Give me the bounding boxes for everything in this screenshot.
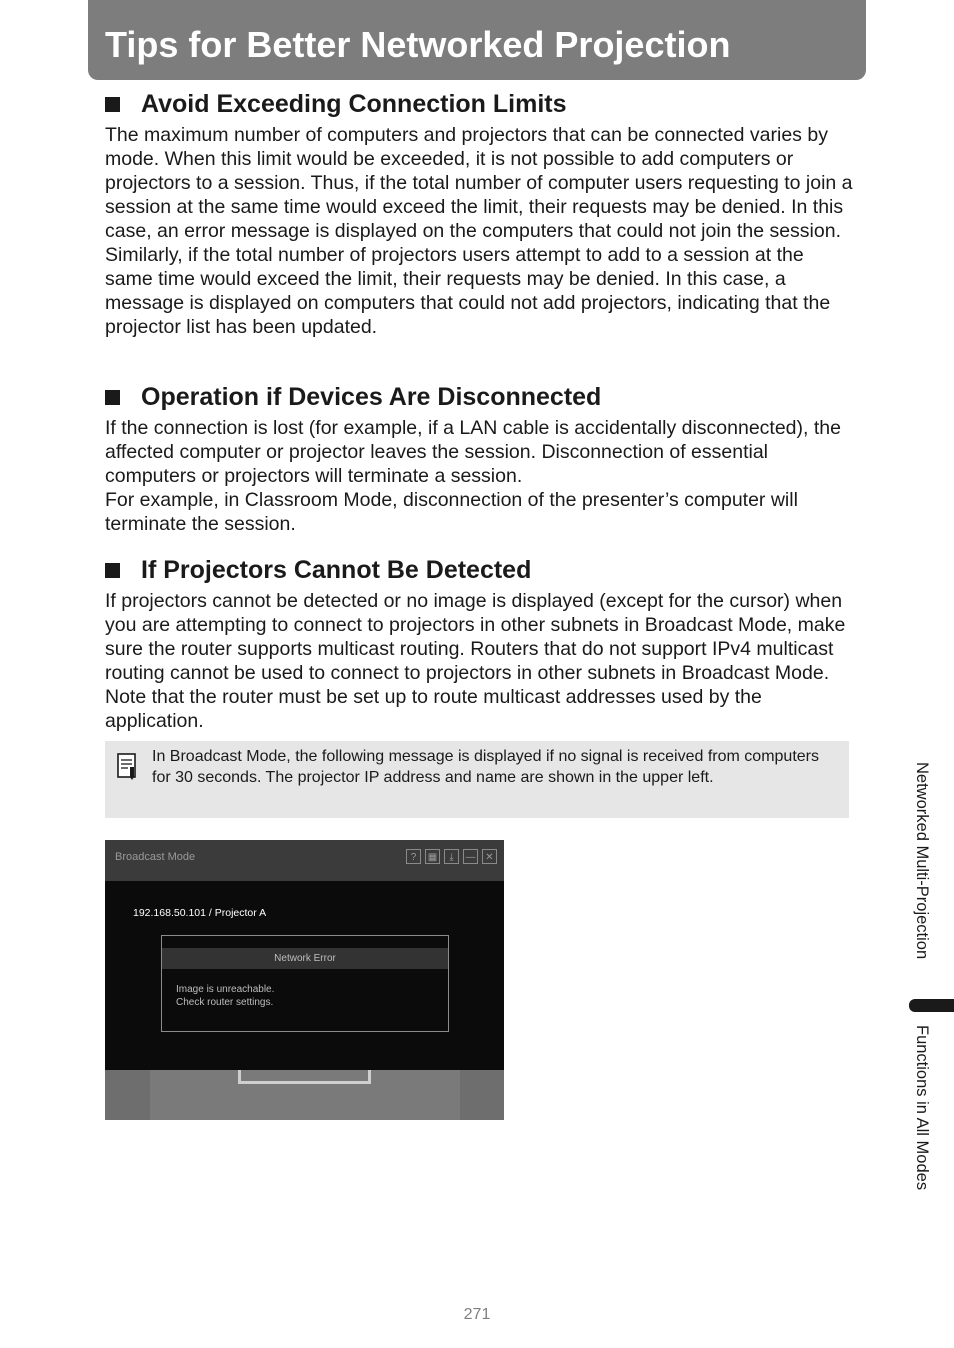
network-error-dialog (161, 935, 449, 1032)
section-disconnection (105, 382, 853, 536)
projector-label: 192.168.50.101 / Projector A (133, 907, 267, 919)
title-banner (88, 0, 866, 80)
paragraph: If the connection is lost (for example, if a LAN cable is accidentally disconnected), the affected computer or projector leaves the session. Disconnection of essential computers or projectors will terminate a session. (105, 417, 841, 487)
section-heading: Operation if Devices Are Disconnected (141, 383, 602, 411)
paragraph: Similarly, if the total number of projectors users attempt to add to a session at the same time would exceed the limit, their requests may be denied. In this case, a message is displayed on computers that could not add projectors, indicating that the projector list has been updated. (105, 244, 831, 338)
background-window-area (105, 1070, 504, 1120)
dialog-title: Network Error (162, 948, 448, 969)
minimize-button: — (463, 849, 478, 864)
section-heading: Avoid Exceeding Connection Limits (141, 90, 567, 118)
dialog-message: Check router settings. (176, 997, 274, 1008)
download-button: ⤓ (444, 849, 459, 864)
paragraph: The maximum number of computers and projectors that can be connected varies by mode. When this limit would be exceeded, it is not possible to add computers or projectors to a session. Thus, if the total number of computer users requesting to join a session at the same time would exceed the limit, their requests may be denied. In this case, an error message is displayed on the computers that could not join the session. (105, 124, 853, 242)
memo-icon (116, 751, 138, 781)
window-title: Broadcast Mode (115, 851, 196, 863)
side-tab-networked (912, 762, 932, 959)
section-projectors-not-detected (105, 555, 853, 733)
broadcast-mode-screenshot (105, 840, 504, 1120)
page-number: 271 (463, 1306, 491, 1323)
paragraph: If projectors cannot be detected or no image is displayed (except for the cursor) when you are attempting to connect to projectors in other subnets in Broadcast Mode, make sure the router supports multicast routing. Routers that do not support IPv4 multicast routing cannot be used to connect to projectors in other subnets in Broadcast Mode. Note that the router must be set up to route multicast addresses used by the application. (105, 590, 846, 732)
page-title: Tips for Better Networked Projection (105, 24, 731, 65)
window-titlebar (105, 840, 504, 881)
section-heading: If Projectors Cannot Be Detected (141, 556, 532, 584)
side-tab-functions (912, 1025, 932, 1190)
square-bullet-icon (105, 390, 120, 405)
section-connection-limits (105, 89, 853, 339)
square-bullet-icon (105, 563, 120, 578)
paragraph: For example, in Classroom Mode, disconnection of the presenter’s computer will terminate the session. (105, 489, 798, 535)
note-text: In Broadcast Mode, the following message is displayed if no signal is received from computers for 30 seconds. The projector IP address and name are shown in the upper left. (152, 748, 819, 786)
square-bullet-icon (105, 97, 120, 112)
side-tab-marker (909, 999, 954, 1012)
close-button: ✕ (482, 849, 497, 864)
help-button: ? (406, 849, 421, 864)
side-tab-label: Functions in All Modes (913, 1025, 931, 1191)
note-box (105, 741, 849, 818)
dialog-message: Image is unreachable. (176, 984, 275, 995)
side-tab-label: Networked Multi-Projection (913, 762, 931, 960)
layout-button: ▦ (425, 849, 440, 864)
